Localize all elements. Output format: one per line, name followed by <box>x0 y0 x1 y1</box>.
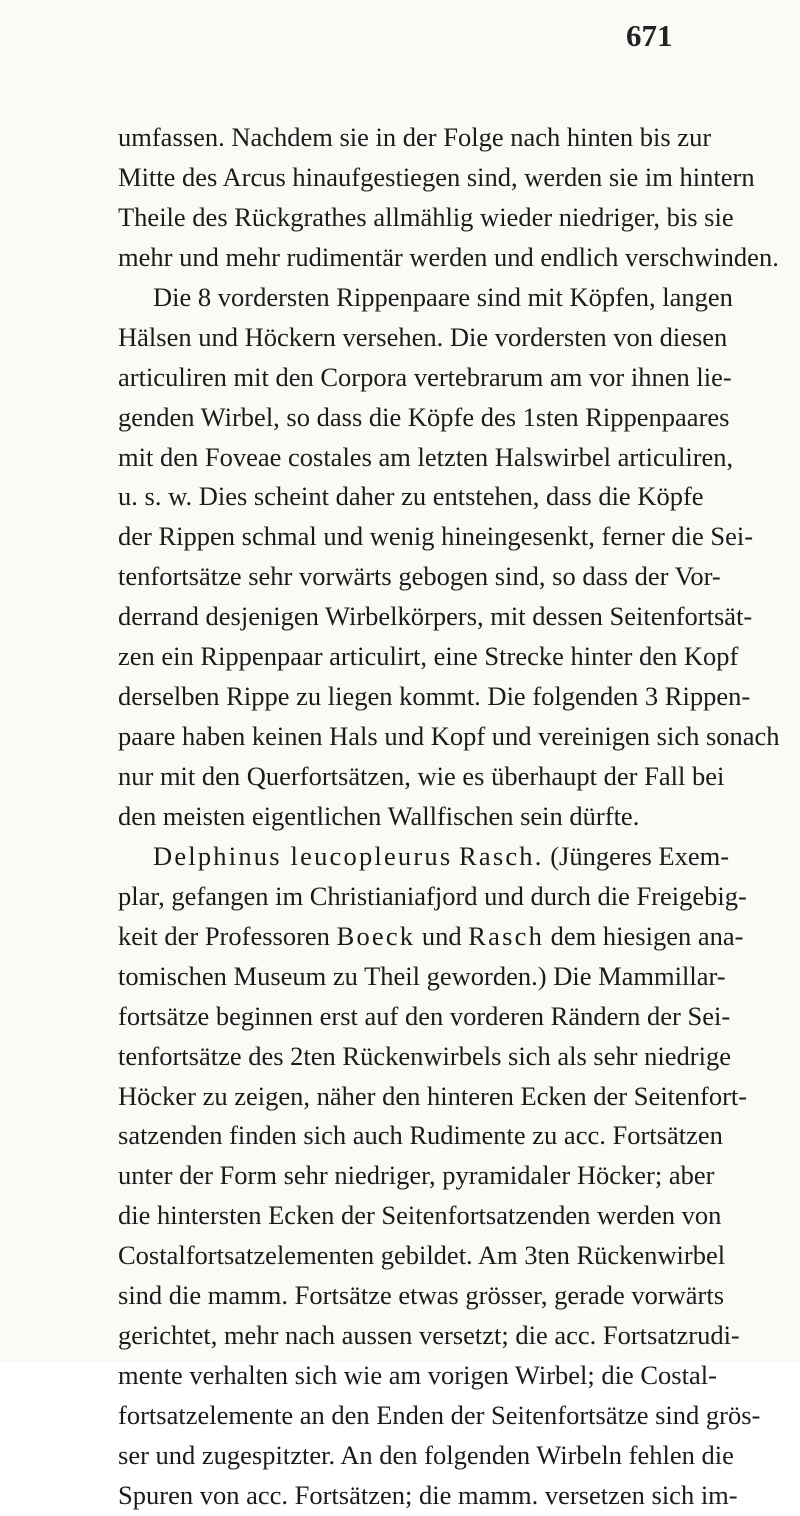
text-line: Theile des Rückgrathes allmählig wieder niedriger, bis sie <box>118 201 734 232</box>
text-line: derselben Rippe zu liegen kommt. Die folgenden 3 Rippen- <box>118 681 751 712</box>
text-line-with-names <box>118 917 744 957</box>
person-name: Boeck <box>336 920 416 951</box>
species-author: Rasch. <box>459 840 544 871</box>
text-line: tomischen Museum zu Theil geworden.) Die Mammillar- <box>118 960 726 991</box>
text-line: sind die mamm. Fortsätze etwas grösser, gerade vorwärts <box>118 1280 725 1311</box>
text-line: umfassen. Nachdem sie in der Folge nach hinten bis zur <box>118 122 712 152</box>
text-fragment: (Jüngeres Exem- <box>550 840 730 871</box>
text-line: Spuren von acc. Fortsätzen; die mamm. versetzen sich im- <box>118 1479 738 1510</box>
text-line: mit den Foveae costales am letzten Halswirbel articuliren, <box>118 441 734 472</box>
text-line: ser und zugespitzter. An den folgenden Wirbeln fehlen die <box>118 1439 734 1470</box>
text-line: den meisten eigentlichen Wallfischen sein dürfte. <box>118 800 640 831</box>
text-line: unter der Form sehr niedriger, pyramidaler Höcker; aber <box>118 1160 715 1191</box>
text-line: u. s. w. Dies scheint daher zu entstehen, dass die Köpfe <box>118 481 704 512</box>
text-fragment: dem hiesigen ana- <box>550 920 744 951</box>
species-heading-line <box>118 837 730 877</box>
text-line: gerichtet, mehr nach aussen versetzt; die acc. Fortsatzrudi- <box>118 1320 740 1351</box>
text-line: Höcker zu zeigen, näher den hinteren Ecken der Seitenfort- <box>118 1080 748 1111</box>
text-line: mente verhalten sich wie am vorigen Wirbel; die Costal- <box>118 1360 717 1391</box>
text-line: der Rippen schmal und wenig hineingesenkt, ferner die Sei- <box>118 521 754 552</box>
text-line: tenfortsätze des 2ten Rückenwirbels sich als sehr niedrige <box>118 1040 731 1071</box>
text-line: mehr und mehr rudimentär werden und endlich verschwinden. <box>118 241 779 272</box>
text-line: zen ein Rippenpaar articulirt, eine Strecke hinter den Kopf <box>118 641 739 672</box>
text-fragment: und <box>421 920 462 951</box>
body-text <box>118 118 780 1516</box>
text-line: Hälsen und Höckern versehen. Die vordersten von diesen <box>118 321 728 352</box>
text-line: fortsätze beginnen erst auf den vorderen Rändern der Sei- <box>118 1000 731 1031</box>
text-line: articuliren mit den Corpora vertebrarum am vor ihnen lie- <box>118 361 732 392</box>
page-number: 671 <box>626 18 673 53</box>
text-line: satzenden finden sich auch Rudimente zu acc. Fortsätzen <box>118 1120 723 1151</box>
text-line: fortsatzelemente an den Enden der Seitenfortsätze sind grös- <box>118 1400 761 1430</box>
person-name: Rasch <box>468 920 545 951</box>
text-line: tenfortsätze sehr vorwärts gebogen sind, so dass der Vor- <box>118 561 721 592</box>
text-fragment: keit der Professoren <box>118 920 330 951</box>
text-line: genden Wirbel, so dass die Köpfe des 1sten Rippenpaares <box>118 401 730 432</box>
text-line: Mitte des Arcus hinaufgestiegen sind, werden sie im hintern <box>118 161 755 192</box>
text-line: nur mit den Querfortsätzen, wie es überhaupt der Fall bei <box>118 761 725 791</box>
text-line: Costalfortsatzelementen gebildet. Am 3ten Rückenwirbel <box>118 1240 726 1271</box>
species-name: Delphinus leucopleurus <box>153 840 453 871</box>
text-line: plar, gefangen im Christianiafjord und durch die Freigebig- <box>118 880 747 911</box>
text-line: Die 8 vordersten Rippenpaare sind mit Köpfen, langen <box>153 281 733 312</box>
text-line: die hintersten Ecken der Seitenfortsatzenden werden von <box>118 1200 722 1231</box>
text-line: paare haben keinen Hals und Kopf und vereinigen sich sonach <box>118 721 780 752</box>
text-line: derrand desjenigen Wirbelkörpers, mit dessen Seitenfortsät- <box>118 601 753 632</box>
